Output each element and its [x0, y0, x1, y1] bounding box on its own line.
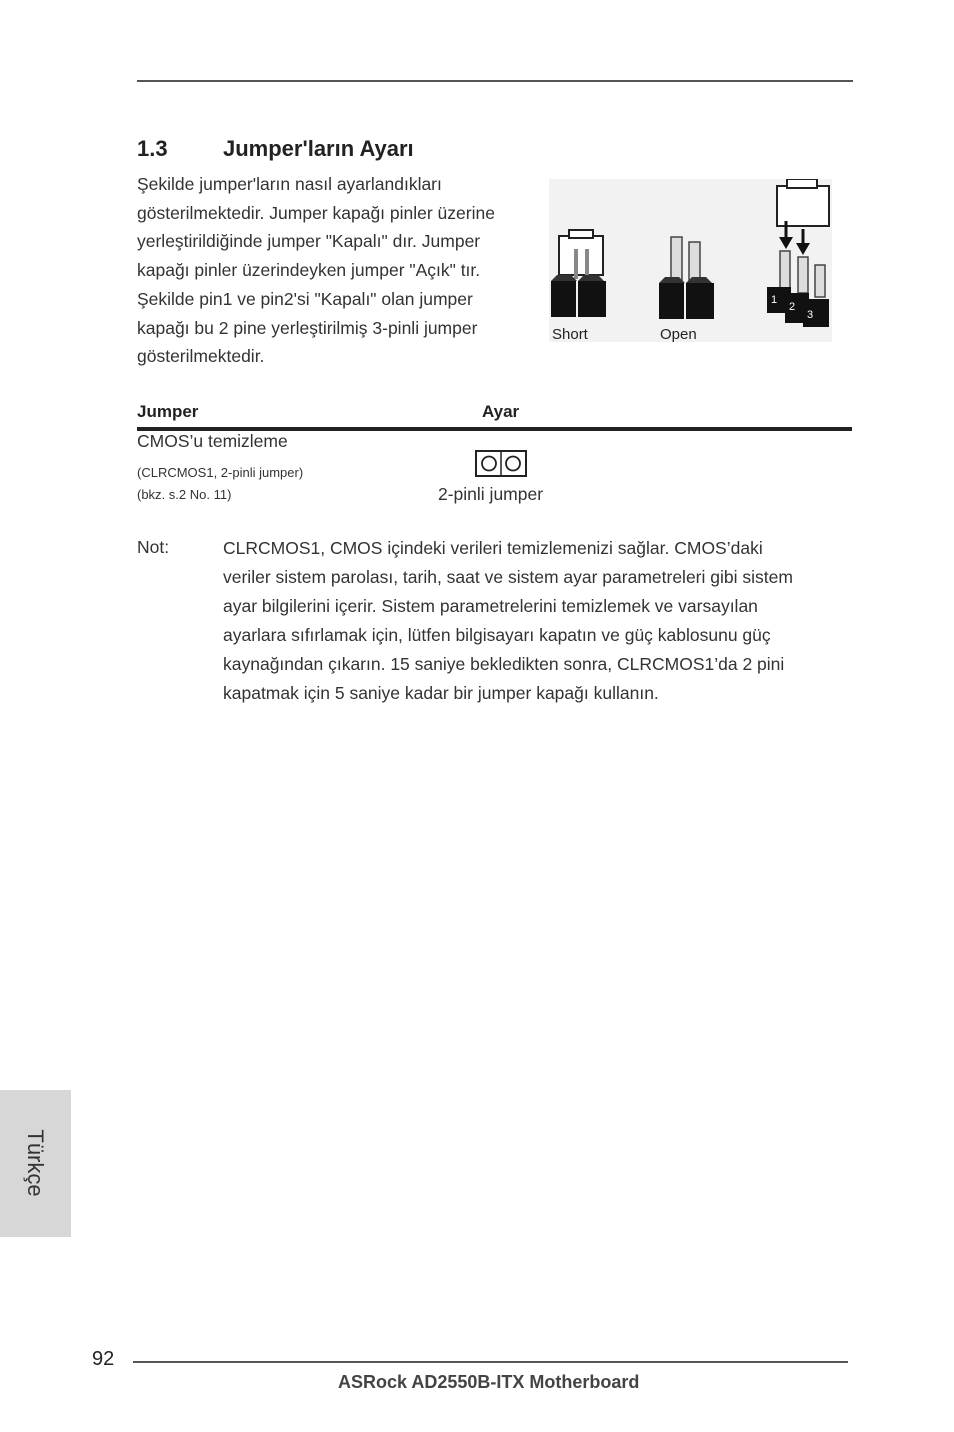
- jumper-row-detail: (CLRCMOS1, 2-pinli jumper): [137, 465, 304, 480]
- intro-line: gösterilmektedir.: [137, 346, 265, 367]
- table-header-jumper: Jumper: [137, 402, 199, 421]
- note-line: kapatmak için 5 saniye kadar bir jumper kapağı kullanın.: [223, 683, 659, 703]
- jumper-row-reference: (bkz. s.2 No. 11): [137, 487, 232, 502]
- section-title: Jumper'ların Ayarı: [223, 136, 414, 161]
- intro-line: Şekilde jumper'ların nasıl ayarlandıkları: [137, 174, 442, 194]
- intro-line: kapağı bu 2 pine yerleştirilmiş 3-pinli jumper: [137, 317, 478, 338]
- note-line: ayar bilgilerini içerir. Sistem parametrelerini temizlemek ve varsayılan: [223, 596, 758, 616]
- two-pin-jumper-icon: [475, 450, 527, 477]
- note-line: kaynağından çıkarın. 15 saniye bekledikten sonra, CLRCMOS1’da 2 pini: [223, 654, 785, 674]
- short-label: Short: [552, 326, 588, 342]
- intro-line: kapağı pinler üzerindeyken jumper "Açık" tır.: [137, 260, 481, 281]
- note-label: Not:: [137, 537, 170, 557]
- language-tab: [0, 1090, 71, 1237]
- pin-number: 2: [789, 301, 796, 313]
- note-line: ayarlara sıfırlamak için, lütfen bilgisayarı kapatın ve güç kablosunu güç: [223, 625, 771, 645]
- footer-product-name: ASRock AD2550B-ITX Motherboard: [338, 1372, 640, 1392]
- intro-line: gösterilmektedir. Jumper kapağı pinler üzerine: [137, 202, 495, 223]
- jumper-row-name: CMOS’u temizleme: [137, 431, 288, 451]
- top-rule: [137, 80, 853, 82]
- pin-number: 3: [807, 309, 814, 321]
- footer-rule: [133, 1361, 848, 1363]
- jumper-setting-caption: 2-pinli jumper: [438, 484, 544, 504]
- page-number: 92: [92, 1348, 115, 1370]
- pin-number: 1: [771, 294, 778, 306]
- section-number: 1.3: [137, 136, 168, 161]
- intro-line: Şekilde pin1 ve pin2'si "Kapalı" olan jumper: [137, 288, 473, 309]
- note-line: veriler sistem parolası, tarih, saat ve sistem ayar parametreleri gibi sistem: [223, 567, 793, 587]
- note-body: [223, 534, 863, 708]
- table-header-setting: Ayar: [482, 402, 520, 421]
- intro-line: yerleştirildiğinde jumper "Kapalı" dır. Jumper: [137, 231, 481, 252]
- language-tab-label: Türkçe: [23, 1129, 48, 1197]
- jumper-diagram: [549, 179, 832, 342]
- intro-paragraph: [137, 170, 537, 371]
- open-label: Open: [660, 326, 697, 342]
- note-line: CLRCMOS1, CMOS içindeki verileri temizlemenizi sağlar. CMOS’daki: [223, 538, 763, 558]
